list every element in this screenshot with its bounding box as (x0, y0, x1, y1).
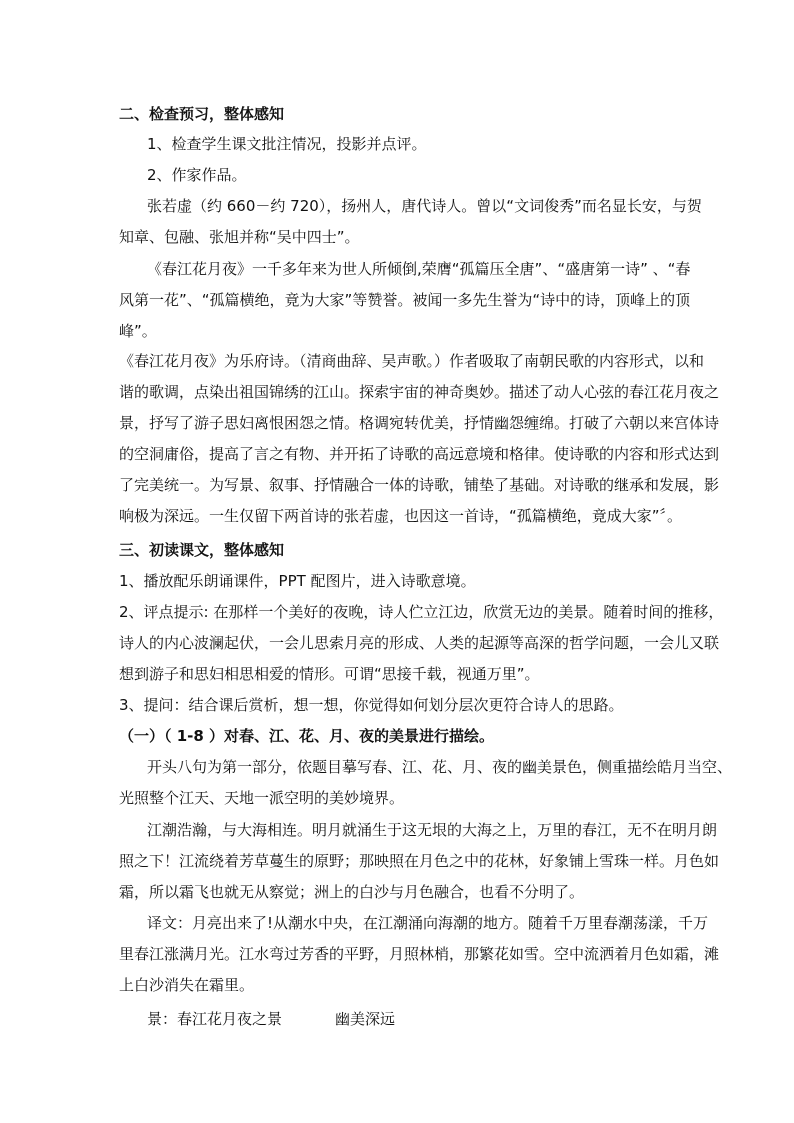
list-item-author-works: 2、作家作品。 (147, 166, 247, 184)
translation-paragraph-line: 译文：月亮出来了!从潮水中央，在江潮涌向海潮的地方。随着千万里春潮荡漾，千万 (147, 914, 709, 932)
author-paragraph-line: 张若虚（约 660－约 720），扬州人，唐代诗人。曾以“文词俊秀”而名显长安，与贺 (147, 197, 702, 215)
intro-paragraph-line: 谐的歌调，点染出祖国锦绣的江山。探索宇宙的神奇奥妙。描述了动人心弦的春江花月夜之 (119, 383, 720, 401)
author-paragraph-line: 知章、包融、张旭并称“吴中四士”。 (119, 228, 360, 246)
scene-characteristic: 幽美深远 (335, 1010, 396, 1028)
list-item-question: 3、提问：结合课后赏析，想一想，你觉得如何划分层次更符合诗人的思路。 (119, 696, 624, 714)
list-item-check-annotations: 1、检查学生课文批注情况，投影并点评。 (147, 135, 427, 153)
intro-paragraph-line: 的空洞庸俗，提高了言之有物、并开拓了诗歌的高远意境和格律。使诗歌的内容和形式达到 (119, 445, 720, 463)
list-item-play-recitation: 1、播放配乐朗诵课件，PPT 配图片，进入诗歌意境。 (119, 572, 476, 590)
acclaim-paragraph-line: 风第一花”、“孤篇横绝，竟为大家”等赞誉。被闻一多先生誉为“诗中的诗，顶峰上的顶 (119, 291, 691, 309)
translation-paragraph-line: 上白沙消失在霜里。 (119, 976, 255, 994)
intro-paragraph-line: 响极为深远。一生仅留下两首诗的张若虚，也因这一首诗，“孤篇横绝，竟成大家”〞。 (119, 507, 683, 525)
scenery-paragraph-line: 江潮浩瀚，与大海相连。明月就涌生于这无垠的大海之上，万里的春江，无不在明月朗 (147, 821, 718, 839)
part-one-paragraph-line: 开头八句为第一部分，依题目摹写春、江、花、月、夜的幽美景色，侧重描绘皓月当空、 (147, 758, 733, 776)
intro-paragraph-line: 景，抒写了游子思妇离恨困怨之情。格调宛转优美，抒情幽怨缠绵。打破了六朝以来宫体诗 (119, 414, 720, 432)
acclaim-paragraph-line: 《春江花月夜》一千多年来为世人所倾倒,荣膺“孤篇压全唐”、“盛唐第一诗” 、“春 (147, 260, 691, 278)
subsection-heading-part-one: （一）（ 1-8 ）对春、江、花、月、夜的美景进行描绘。 (119, 727, 495, 745)
section-heading-review: 二、检查预习，整体感知 (119, 105, 285, 123)
intro-paragraph-line: 《春江花月夜》为乐府诗。（清商曲辞、吴声歌。）作者吸取了南朝民歌的内容形式，以和 (119, 352, 705, 370)
list-item-commentary-line: 想到游子和思妇相思相爱的情形。可谓“思接千载，视通万里”。 (119, 665, 540, 683)
part-one-paragraph-line: 光照整个江天、天地一派空明的美妙境界。 (119, 789, 405, 807)
scenery-paragraph-line: 照之下！江流绕着芳草蔓生的原野；那映照在月色之中的花林，好象铺上雪珠一样。月色如 (119, 852, 720, 870)
acclaim-paragraph-line: 峰”。 (119, 322, 157, 340)
scene-label: 景：春江花月夜之景 (147, 1010, 283, 1028)
scenery-paragraph-line: 霜，所以霜飞也就无从察觉；洲上的白沙与月色融合，也看不分明了。 (119, 883, 585, 901)
translation-paragraph-line: 里春江涨满月光。江水弯过芳香的平野，月照林梢，那繁花如雪。空中流洒着月色如霜，滩 (119, 945, 720, 963)
list-item-commentary-line: 2、评点提示: 在那样一个美好的夜晚，诗人伫立江边，欣赏无边的美景。随着时间的推移， (119, 603, 724, 621)
list-item-commentary-line: 诗人的内心波澜起伏，一会儿思索月亮的形成、人类的起源等高深的哲学问题，一会儿又联 (119, 634, 720, 652)
intro-paragraph-line: 了完美统一。为写景、叙事、抒情融合一体的诗歌，铺垫了基础。对诗歌的继承和发展，影 (119, 476, 720, 494)
section-heading-first-reading: 三、初读课文，整体感知 (119, 541, 285, 559)
